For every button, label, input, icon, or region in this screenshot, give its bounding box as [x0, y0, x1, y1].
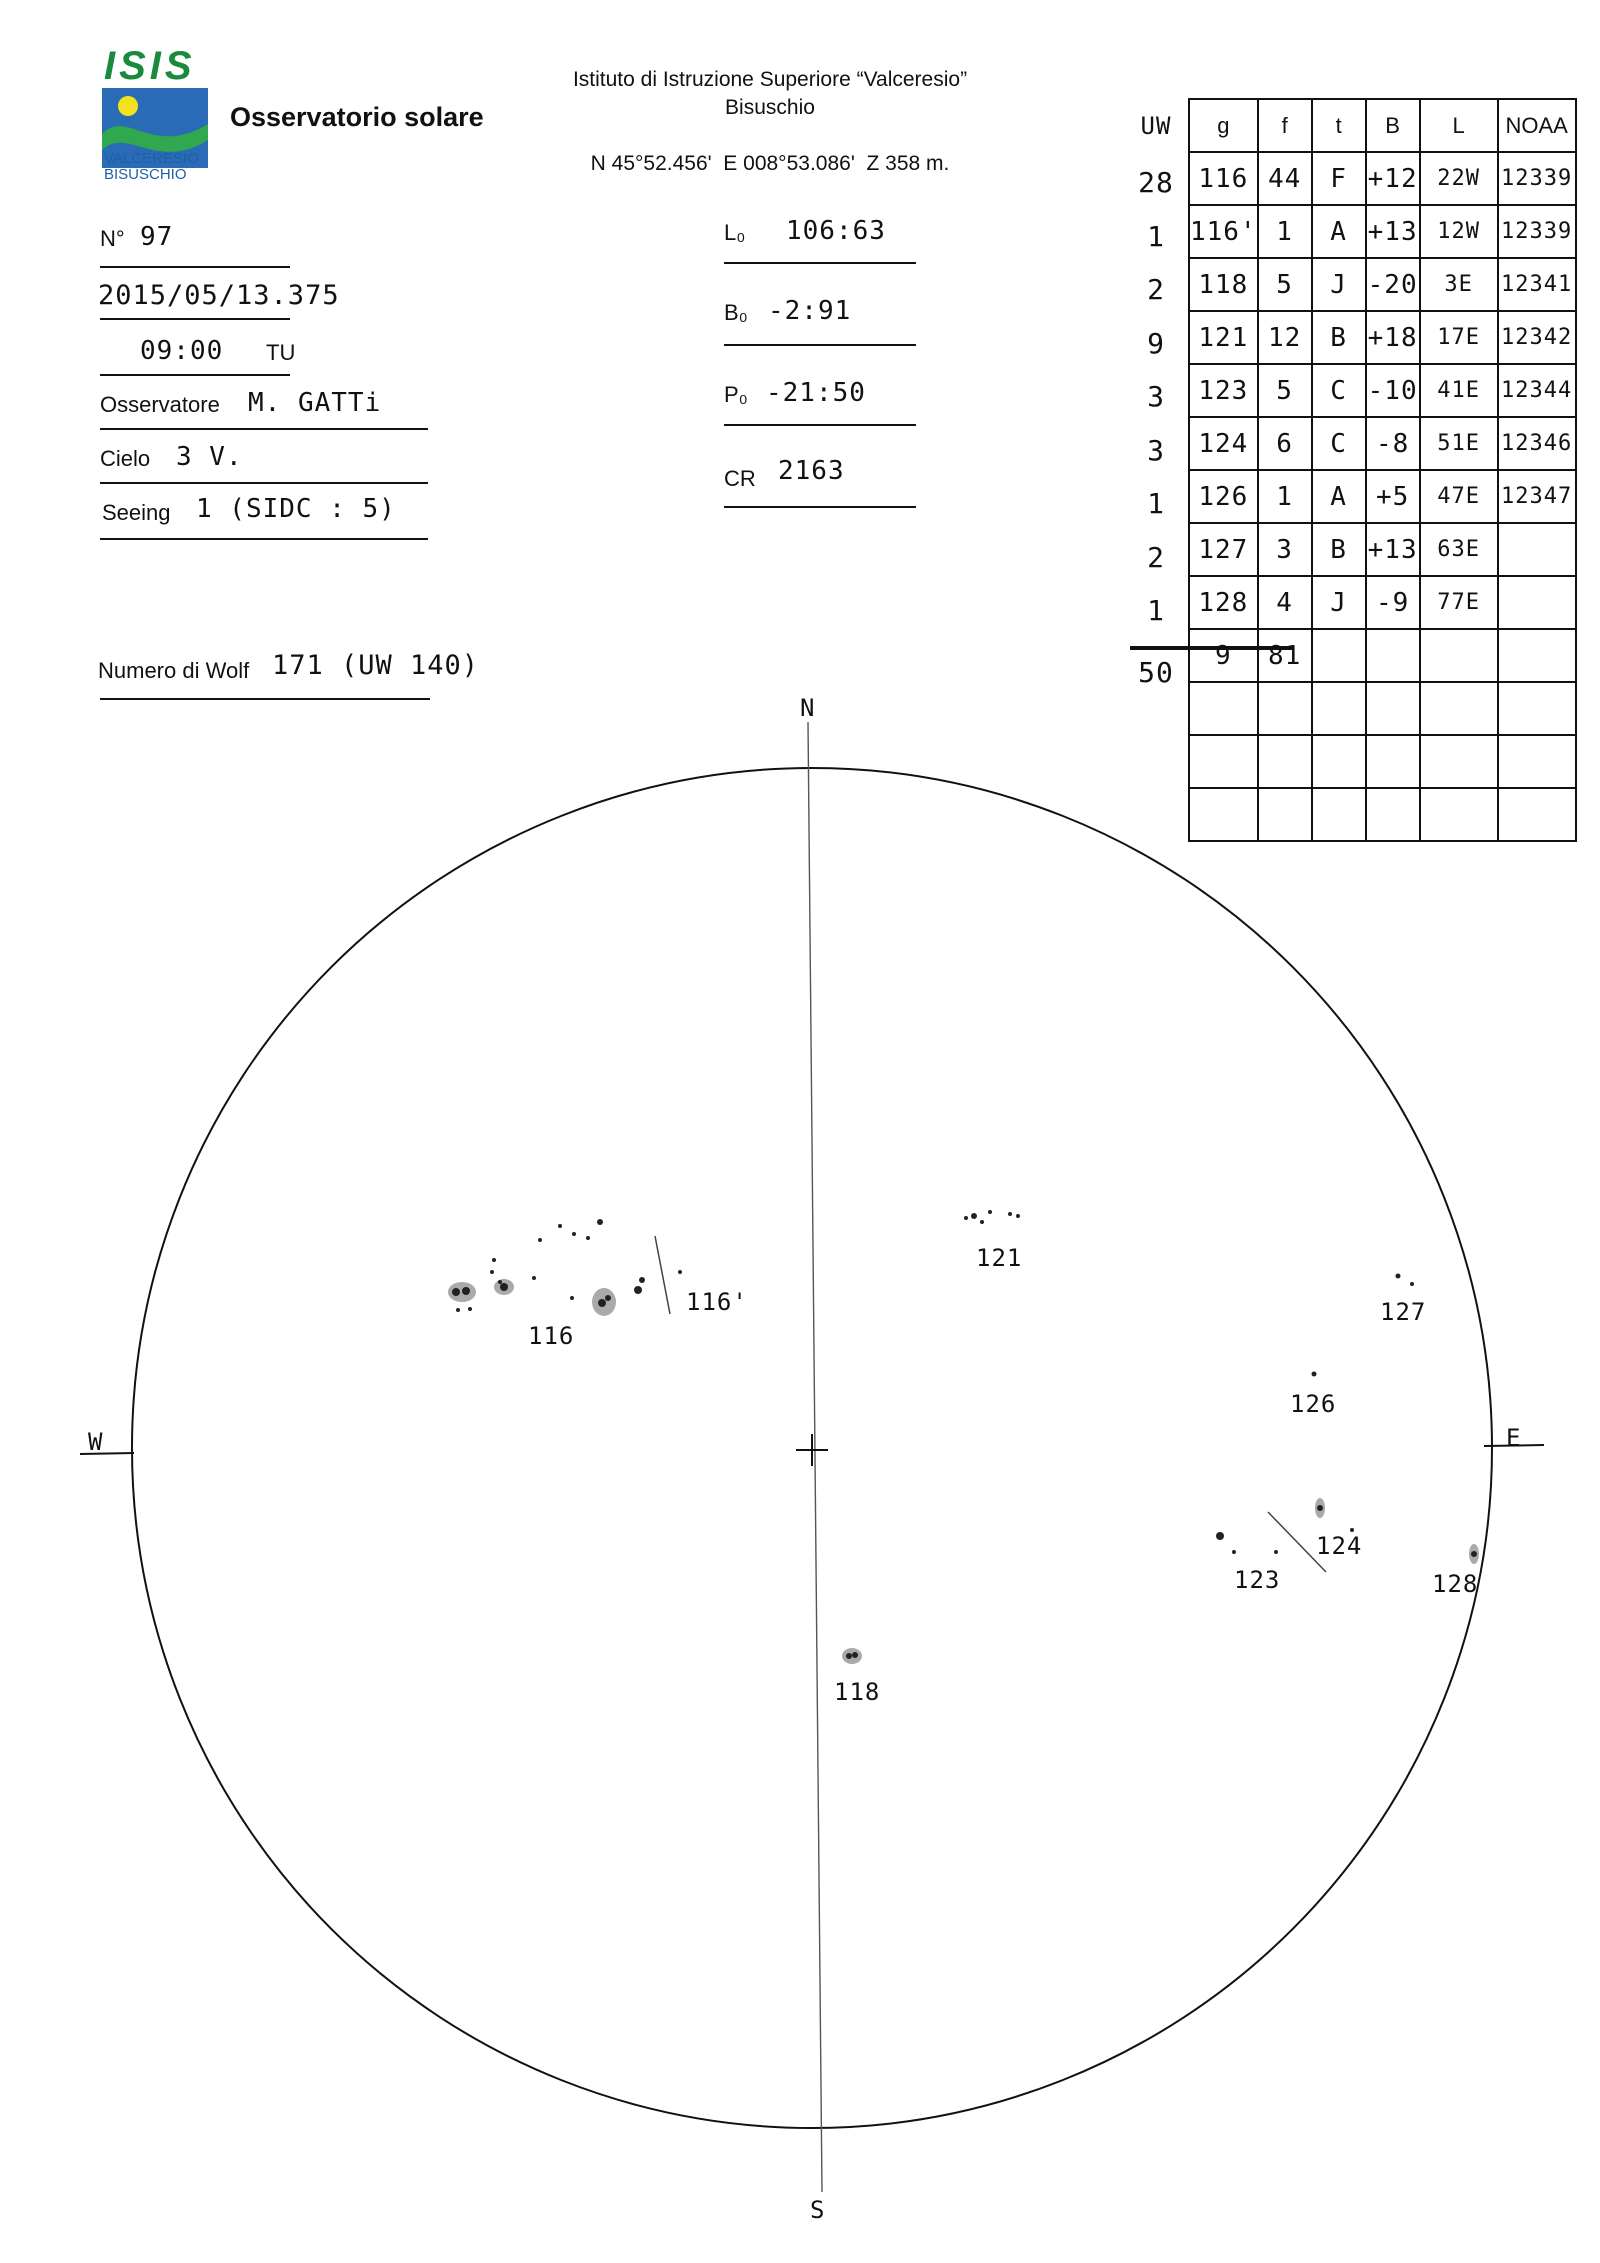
north-label: N	[800, 694, 816, 722]
logo-wordmark: ISIS	[104, 44, 196, 88]
time-unit: TU	[266, 340, 296, 365]
group-label-116-prime: 116'	[686, 1288, 748, 1316]
seeing-value: 1 (SIDC : 5)	[196, 494, 396, 524]
table-cell: 121	[1189, 311, 1258, 364]
group-label-118: 118	[834, 1678, 881, 1706]
table-cell: 126	[1189, 470, 1258, 523]
sunspot-group-127	[1396, 1274, 1415, 1287]
table-cell: 12339	[1498, 152, 1576, 205]
uw-value: 9	[1147, 326, 1165, 360]
table-cell: 41E	[1420, 364, 1498, 417]
table-cell: 124	[1189, 417, 1258, 470]
group-label-121: 121	[976, 1244, 1023, 1272]
table-cell: +5	[1366, 470, 1420, 523]
page-title: Osservatorio solare	[230, 102, 484, 132]
cr-value: 2163	[778, 456, 845, 486]
table-cell: B	[1312, 523, 1366, 576]
table-cell: 77E	[1420, 576, 1498, 629]
column-header: B	[1366, 99, 1420, 152]
table-cell: 123	[1189, 364, 1258, 417]
uw-value: 3	[1147, 380, 1165, 413]
north-south-axis	[808, 722, 822, 2192]
institute-name: Istituto di Istruzione Superiore “Valceresio”	[572, 68, 968, 91]
number-label: N°	[100, 226, 125, 251]
table-cell: J	[1312, 576, 1366, 629]
table-cell: 12342	[1498, 311, 1576, 364]
group-label-127: 127	[1380, 1298, 1427, 1326]
table-cell: -8	[1366, 417, 1420, 470]
b0-value: -2:91	[768, 296, 852, 326]
east-label: E	[1506, 1424, 1522, 1452]
group-label-116: 116	[528, 1322, 575, 1350]
table-cell: 12	[1258, 311, 1312, 364]
sky-label: Cielo	[100, 446, 151, 471]
uw-value: 1	[1147, 594, 1165, 627]
group-label-123: 123	[1234, 1566, 1281, 1594]
table-cell: 12344	[1498, 364, 1576, 417]
uw-value: 28	[1138, 166, 1174, 199]
table-cell: A	[1312, 470, 1366, 523]
logo-school: VALCERESIO	[104, 150, 199, 167]
uw-value: 2	[1147, 273, 1165, 306]
sunspot-group-126	[1312, 1372, 1317, 1377]
group-separator-line	[655, 1236, 670, 1314]
table-cell: 12347	[1498, 470, 1576, 523]
uw-value: 3	[1147, 433, 1165, 467]
l0-value: 106:63	[786, 216, 886, 246]
uw-value: 1	[1147, 219, 1165, 253]
table-cell: 22W	[1420, 152, 1498, 205]
table-cell: 51E	[1420, 417, 1498, 470]
table-cell: 12346	[1498, 417, 1576, 470]
p0-label: P₀	[724, 382, 748, 407]
sunspot-group-118	[842, 1648, 862, 1664]
table-cell: C	[1312, 417, 1366, 470]
uw-value: 2	[1147, 540, 1165, 574]
south-label: S	[810, 2196, 826, 2224]
cr-label: CR	[724, 466, 756, 491]
table-cell: +13	[1366, 523, 1420, 576]
sunspot-group-128	[1469, 1544, 1479, 1564]
table-cell: -9	[1366, 576, 1420, 629]
table-cell: 5	[1258, 364, 1312, 417]
sunspot-group-116-prime	[678, 1270, 682, 1274]
table-cell: +12	[1366, 152, 1420, 205]
table-cell: 118	[1189, 258, 1258, 311]
table-cell: 44	[1258, 152, 1312, 205]
column-header: NOAA	[1498, 99, 1576, 152]
table-cell: F	[1312, 152, 1366, 205]
table-cell: 3E	[1420, 258, 1498, 311]
date-value: 2015/05/13.375	[98, 280, 340, 311]
table-cell: 17E	[1420, 311, 1498, 364]
table-cell: 1	[1258, 470, 1312, 523]
table-cell: 128	[1189, 576, 1258, 629]
group-label-128: 128	[1432, 1570, 1479, 1598]
table-cell: 12341	[1498, 258, 1576, 311]
observatory-coordinates: N 45°52.456' E 008°53.086' Z 358 m.	[590, 152, 950, 175]
table-cell: 116	[1189, 152, 1258, 205]
table-cell: B	[1312, 311, 1366, 364]
column-header: g	[1189, 99, 1258, 152]
b0-label: B₀	[724, 300, 748, 325]
table-cell: 6	[1258, 417, 1312, 470]
table-cell: 3	[1258, 523, 1312, 576]
totals-cell: 9	[1189, 629, 1258, 682]
sunspot-group-116	[448, 1219, 645, 1316]
wolf-value: 171 (UW 140)	[272, 650, 480, 681]
time-value: 09:00	[140, 336, 224, 366]
observer-label: Osservatore	[100, 392, 220, 417]
table-cell: 116'	[1189, 205, 1258, 258]
column-header: L	[1420, 99, 1498, 152]
column-header: t	[1312, 99, 1366, 152]
sky-value: 3 V.	[176, 442, 243, 472]
totals-cell: 81	[1258, 629, 1312, 682]
sunspot-group-121	[964, 1210, 1020, 1224]
table-cell: 63E	[1420, 523, 1498, 576]
uw-header: UW	[1140, 112, 1172, 140]
table-cell: J	[1312, 258, 1366, 311]
table-cell: 5	[1258, 258, 1312, 311]
table-cell: -20	[1366, 258, 1420, 311]
table-cell: +18	[1366, 311, 1420, 364]
west-label: W	[88, 1428, 104, 1456]
sunspot-group-123	[1216, 1532, 1278, 1554]
p0-value: -21:50	[766, 378, 866, 408]
table-cell: A	[1312, 205, 1366, 258]
l0-label: L₀	[724, 220, 746, 245]
seeing-label: Seeing	[102, 500, 171, 525]
table-cell: 47E	[1420, 470, 1498, 523]
table-cell: 4	[1258, 576, 1312, 629]
institute-town: Bisuschio	[725, 96, 815, 119]
table-cell: 127	[1189, 523, 1258, 576]
group-label-126: 126	[1290, 1390, 1337, 1418]
logo-town: BISUSCHIO	[104, 166, 187, 183]
table-cell: C	[1312, 364, 1366, 417]
sunspot-group-124	[1315, 1498, 1354, 1532]
table-cell: 1	[1258, 205, 1312, 258]
table-cell: 12W	[1420, 205, 1498, 258]
column-header: f	[1258, 99, 1312, 152]
group-label-124: 124	[1316, 1532, 1363, 1560]
table-cell: -10	[1366, 364, 1420, 417]
wolf-label: Numero di Wolf	[98, 658, 250, 683]
observer-value: M. GATTi	[248, 388, 382, 418]
table-cell: +13	[1366, 205, 1420, 258]
number-value: 97	[140, 222, 174, 252]
uw-total: 50	[1138, 656, 1174, 689]
uw-value: 1	[1147, 487, 1165, 520]
table-cell: 12339	[1498, 205, 1576, 258]
